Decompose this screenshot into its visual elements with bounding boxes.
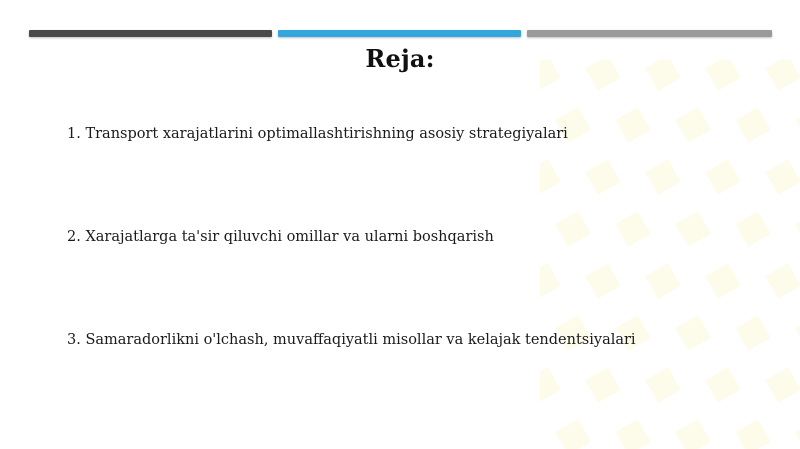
background-pattern-tile xyxy=(735,211,771,247)
background-pattern-tile xyxy=(765,159,800,195)
background-pattern-tile xyxy=(675,211,711,247)
background-pattern-tile xyxy=(540,367,561,403)
plan-item-2: 2. Xarajatlarga ta'sir qiluvchi omillar va ularni boshqarish xyxy=(67,229,494,245)
background-pattern-tile xyxy=(645,367,681,403)
background-pattern-tile xyxy=(555,211,591,247)
background-pattern-tile xyxy=(675,107,711,143)
header-bar-dark xyxy=(29,30,272,37)
background-pattern-tile xyxy=(540,263,561,299)
header-bar-blue xyxy=(278,30,521,37)
background-pattern-tile xyxy=(615,419,651,449)
background-pattern-tile xyxy=(765,263,800,299)
background-pattern-tile xyxy=(795,107,800,143)
background-pattern xyxy=(540,60,800,449)
header-bar-gray xyxy=(527,30,772,37)
slide-title: Reja: xyxy=(365,44,435,73)
background-pattern-tile xyxy=(585,367,621,403)
background-pattern-tile xyxy=(705,263,741,299)
background-pattern-tile xyxy=(705,367,741,403)
background-pattern-tile xyxy=(555,419,591,449)
background-pattern-tile xyxy=(585,159,621,195)
background-pattern-tile xyxy=(735,419,771,449)
background-pattern-tile xyxy=(675,315,711,351)
background-pattern-tile xyxy=(795,315,800,351)
background-pattern-tile xyxy=(735,107,771,143)
background-pattern-tile xyxy=(585,263,621,299)
background-pattern-tile xyxy=(615,107,651,143)
background-pattern-tile xyxy=(645,263,681,299)
background-pattern-tile xyxy=(675,419,711,449)
background-pattern-tile xyxy=(645,159,681,195)
plan-item-1: 1. Transport xarajatlarini optimallashtirishning asosiy strategiyalari xyxy=(67,126,568,142)
plan-item-3: 3. Samaradorlikni o'lchash, muvaffaqiyatli misollar va kelajak tendentsiyalari xyxy=(67,332,636,348)
background-pattern-tile xyxy=(795,211,800,247)
background-pattern-tile xyxy=(615,211,651,247)
background-pattern-tile xyxy=(735,315,771,351)
background-pattern-tile xyxy=(540,159,561,195)
background-pattern-tile xyxy=(765,367,800,403)
background-pattern-tile xyxy=(795,419,800,449)
background-pattern-tile xyxy=(705,159,741,195)
